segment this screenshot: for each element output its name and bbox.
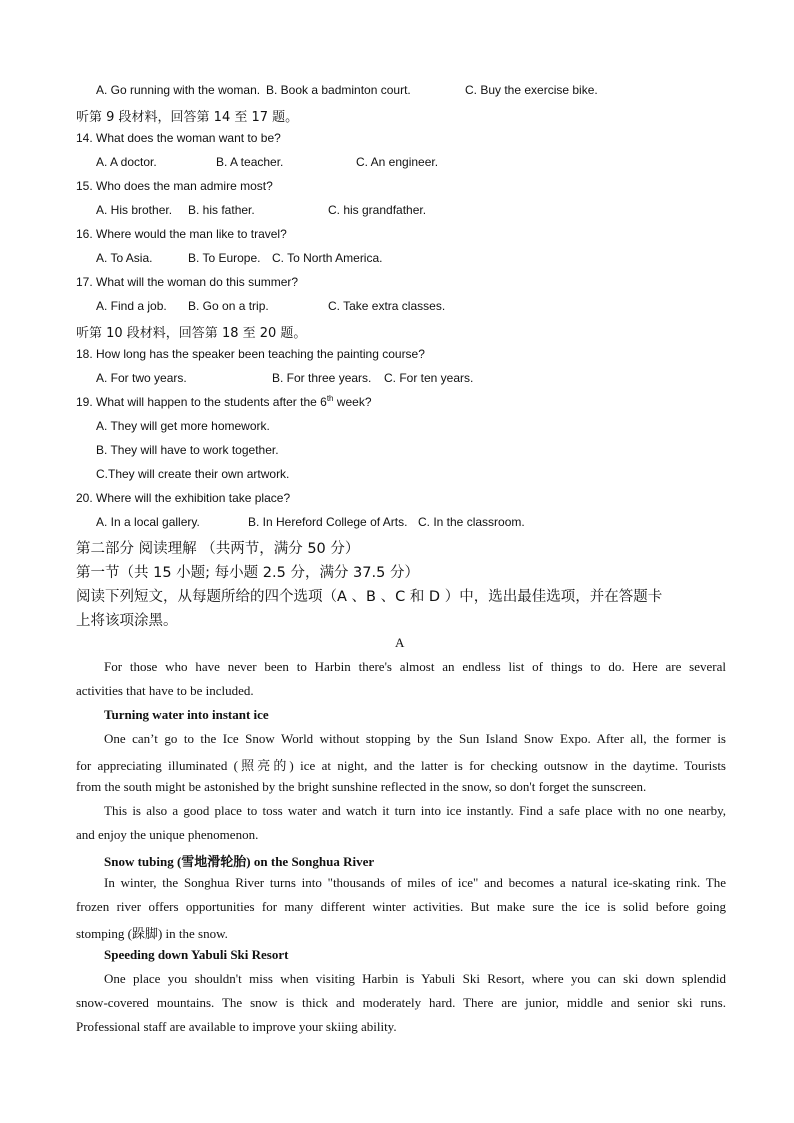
p4-line2: snow-covered mountains. The snow is thick and moderately hard. There are junior, middle and senior ski runs.	[76, 995, 726, 1010]
q15-option-c: C. his grandfather.	[328, 203, 427, 217]
passage-label: A	[395, 635, 405, 650]
q16-question: 16. Where would the man like to travel?	[76, 227, 287, 241]
q15-question: 15. Who does the man admire most?	[76, 179, 273, 193]
section10-intro: 听第 10 段材料，回答第 18 至 20 题。	[76, 326, 307, 341]
q17-option-b: B. Go on a trip.	[188, 299, 269, 313]
heading-turning-water: Turning water into instant ice	[104, 707, 269, 722]
p4-line3: Professional staff are available to improve your skiing ability.	[76, 1019, 397, 1034]
section1-title: 第一节（共 15 小题; 每小题 2.5 分，满分 37.5 分）	[76, 565, 419, 581]
part2-title: 第二部分 阅读理解 （共两节，满分 50 分）	[76, 541, 360, 557]
q17-question: 17. What will the woman do this summer?	[76, 275, 299, 289]
q17-option-c: C. Take extra classes.	[328, 299, 446, 313]
p2-line2: and enjoy the unique phenomenon.	[76, 827, 259, 842]
p2-line1: This is also a good place to toss water and watch it turn into ice instantly. Find a safe place with no one nearby,	[104, 803, 726, 818]
p1-line2: for appreciating illuminated (照亮的) ice at night, and the latter is for checking outsnow in the daytime. Tourists	[76, 758, 726, 773]
p3-line3: stomping (跺脚) in the snow.	[76, 926, 228, 941]
q18-option-b: B. For three years.	[272, 371, 372, 385]
q14-question: 14. What does the woman want to be?	[76, 131, 281, 145]
instructions-line2: 上将该项涂黑。	[76, 613, 178, 629]
q20-question: 20. Where will the exhibition take place?	[76, 491, 291, 505]
intro-line2: activities that have to be included.	[76, 683, 254, 698]
q19-option-b: B. They will have to work together.	[96, 443, 279, 457]
q16-option-c: C. To North America.	[272, 251, 383, 265]
heading-snow-tubing: Snow tubing (雪地滑轮胎) on the Songhua River	[104, 854, 375, 869]
q20-option-c: C. In the classroom.	[418, 515, 525, 529]
q14-option-a: A. A doctor.	[96, 155, 157, 169]
p4-line1: One place you shouldn't miss when visiting Harbin is Yabuli Ski Resort, where you can ski down splendid	[104, 971, 726, 986]
heading-yabuli: Speeding down Yabuli Ski Resort	[104, 947, 289, 962]
p3-line2: frozen river offers opportunities for many different winter activities. But make sure the ice is solid before going	[76, 899, 726, 914]
p1-line3: from the south might be astonished by the bright sunshine reflected in the snow, so don't forget the sunscreen.	[76, 779, 647, 794]
q19-option-a: A. They will get more homework.	[96, 419, 270, 433]
instructions-line1: 阅读下列短文，从每题所给的四个选项（A 、B 、C 和 D ）中，选出最佳选项，并在答题卡	[76, 589, 663, 605]
q13-option-a: A. Go running with the woman.	[96, 83, 261, 97]
q20-option-b: B. In Hereford College of Arts.	[248, 515, 408, 529]
q14-option-b: B. A teacher.	[216, 155, 284, 169]
q16-option-a: A. To Asia.	[96, 251, 153, 265]
q14-option-c: C. An engineer.	[356, 155, 439, 169]
q19-question: 19. What will happen to the students after the 6th week?	[76, 394, 372, 409]
q18-option-c: C. For ten years.	[384, 371, 474, 385]
q13-option-c: C. Buy the exercise bike.	[465, 83, 598, 97]
q15-option-a: A. His brother.	[96, 203, 173, 217]
q18-question: 18. How long has the speaker been teaching the painting course?	[76, 347, 425, 361]
q13-option-b: B. Book a badminton court.	[266, 83, 411, 97]
q19-option-c: C.They will create their own artwork.	[96, 467, 290, 481]
section9-intro: 听第 9 段材料，回答第 14 至 17 题。	[76, 110, 299, 125]
q20-option-a: A. In a local gallery.	[96, 515, 200, 529]
q15-option-b: B. his father.	[188, 203, 255, 217]
p3-line1: In winter, the Songhua River turns into "thousands of miles of ice" and becomes a natural ice-skating rink. The	[104, 875, 726, 890]
p1-line1: One can’t go to the Ice Snow World without stopping by the Sun Island Snow Expo. After all, the former is	[104, 731, 726, 746]
intro-line1: For those who have never been to Harbin there's almost an endless list of things to do. Here are several	[104, 659, 726, 674]
q16-option-b: B. To Europe.	[188, 251, 261, 265]
q18-option-a: A. For two years.	[96, 371, 187, 385]
q17-option-a: A. Find a job.	[96, 299, 167, 313]
